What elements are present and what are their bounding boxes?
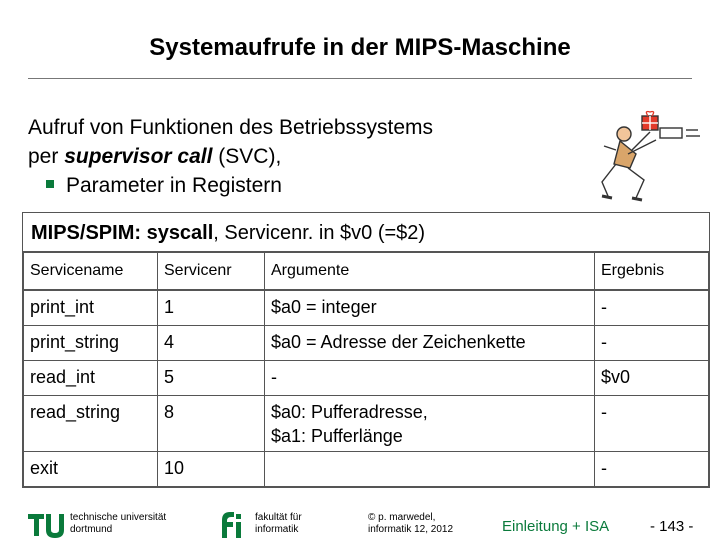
cell-nr: 5	[158, 361, 265, 396]
header-argumente: Argumente	[265, 253, 595, 291]
title-divider	[28, 78, 692, 79]
table-row	[24, 396, 709, 452]
cell-args: $a0 = integer	[265, 290, 595, 326]
bullet-square-icon	[46, 180, 54, 188]
cell-result: -	[595, 326, 709, 361]
table-row	[24, 361, 709, 396]
table-title: MIPS/SPIM: syscall, Servicenr. in $v0 (=$2)	[23, 213, 709, 252]
intro-line-1: Aufruf von Funktionen des Betriebssystems	[28, 116, 434, 139]
copyright-text: © p. marwedel, informatik 12, 2012	[368, 512, 454, 535]
slide-footer	[0, 480, 720, 540]
table-header-row	[24, 253, 709, 291]
cell-name: read_string	[24, 396, 158, 452]
cell-args: -	[265, 361, 595, 396]
fakultaet-informatik-logo-icon	[218, 510, 246, 538]
bullet-item: Parameter in Registern	[28, 171, 433, 200]
cell-result: -	[595, 452, 709, 487]
cell-name: print_string	[24, 326, 158, 361]
cell-nr: 1	[158, 290, 265, 326]
page-number: - 143 -	[650, 518, 694, 535]
cell-name: read_int	[24, 361, 158, 396]
slide-title: Systemaufrufe in der MIPS-Maschine	[149, 34, 571, 61]
table-row	[24, 326, 709, 361]
cell-nr: 10	[158, 452, 265, 487]
cell-result: $v0	[595, 361, 709, 396]
delivery-man-clipart-icon	[592, 110, 702, 206]
intro-text	[28, 113, 433, 200]
cell-result: -	[595, 290, 709, 326]
cell-args: $a0: Pufferadresse, $a1: Pufferlänge	[265, 396, 595, 452]
cell-nr: 8	[158, 396, 265, 452]
cell-name: print_int	[24, 290, 158, 326]
intro-line-2: per supervisor call (SVC),	[28, 145, 282, 168]
cell-result: -	[595, 396, 709, 452]
header-servicenr: Servicenr	[158, 253, 265, 291]
supervisor-call-emphasis: supervisor call	[64, 145, 213, 168]
header-ergebnis: Ergebnis	[595, 253, 709, 291]
cell-name: exit	[24, 452, 158, 487]
tu-dortmund-logo-icon	[28, 510, 64, 538]
table-row	[24, 290, 709, 326]
course-section-label: Einleitung + ISA	[502, 518, 610, 535]
header-servicename: Servicename	[24, 253, 158, 291]
syscall-table-box	[22, 212, 710, 488]
fakultaet-informatik-text: fakultät für informatik	[255, 512, 302, 535]
syscall-table	[23, 252, 709, 487]
cell-args: $a0 = Adresse der Zeichenkette	[265, 326, 595, 361]
cell-nr: 4	[158, 326, 265, 361]
tu-dortmund-text: technische universität dortmund	[70, 512, 167, 535]
